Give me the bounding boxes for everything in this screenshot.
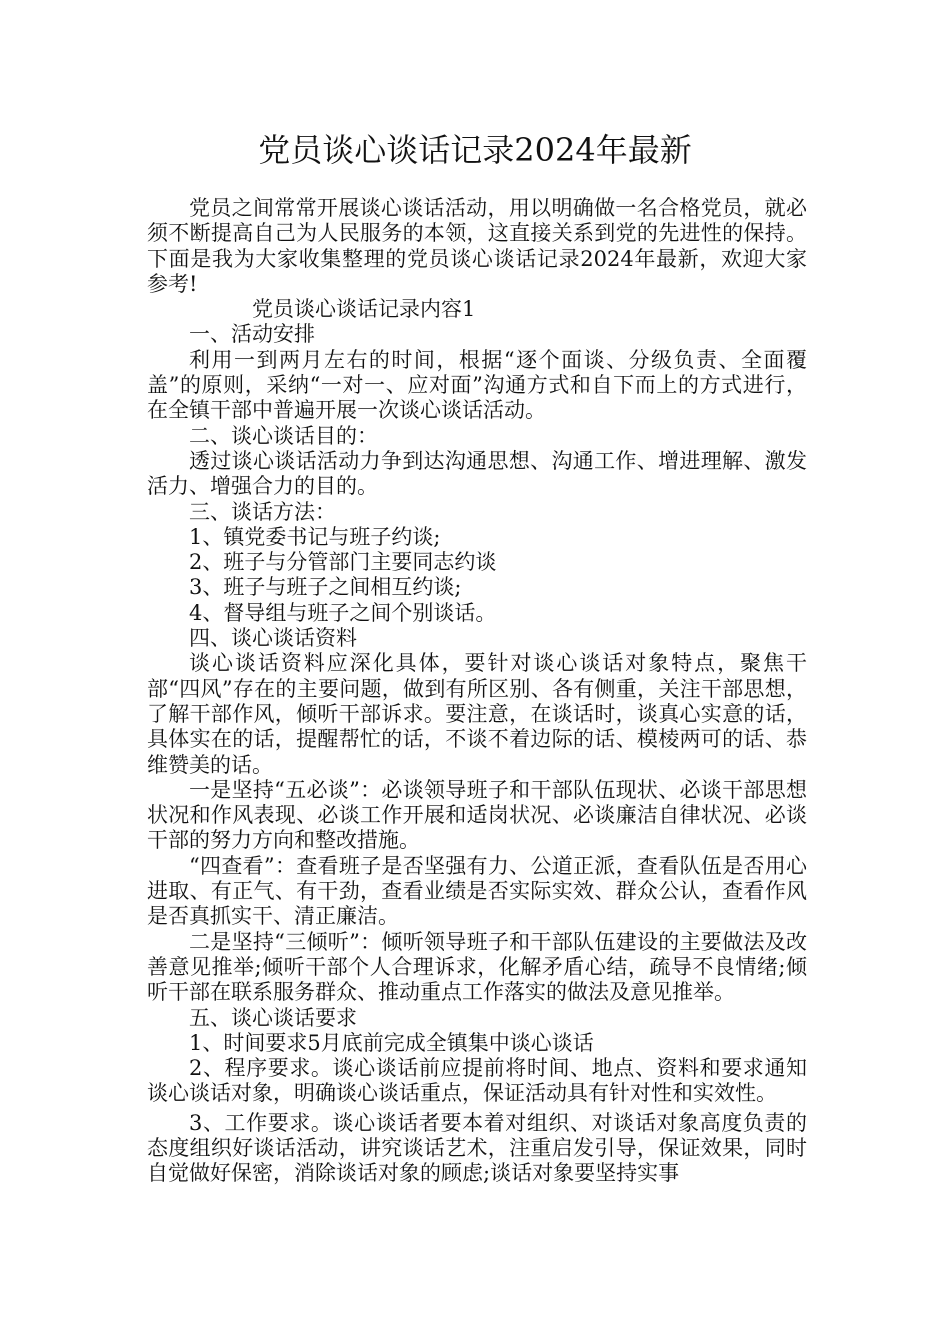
heading-activity-arrangement: 一、活动安排 [189, 322, 315, 347]
heading-purpose: 二、谈心谈话目的： [189, 423, 378, 448]
heading-requirements: 五、谈心谈话要求 [189, 1005, 357, 1030]
heading-method: 三、谈话方法： [189, 499, 336, 524]
paragraph-activity-arrangement: 利用一到两月左右的时间，根据“逐个面谈、分级负责、全面覆盖”的原则，采纳“一对一、应对面”沟通方式和自下而上的方式进行，在全镇干部中普遍开展一次谈心谈话活动。 [147, 347, 807, 423]
paragraph-three-listens: 二是坚持“三倾听”：倾听领导班子和干部队伍建设的主要做法及改善意见推举;倾听干部个人合理诉求，化解矛盾心结，疏导不良情绪;倾听干部在联系服务群众、推动重点工作落实的做法及意见推举。 [147, 929, 807, 1005]
section-subtitle: 党员谈心谈话记录内容1 [252, 297, 476, 322]
method-item-3: 3、班子与班子之间相互约谈; [189, 575, 462, 600]
paragraph-four-checks: “四查看”：查看班子是否坚强有力、公道正派，查看队伍是否用心进取、有正气、有干劲，查看业绩是否实际实效、群众公认，查看作风是否真抓实干、清正廉洁。 [147, 853, 807, 929]
paragraph-purpose: 透过谈心谈话活动力争到达沟通思想、沟通工作、增进理解、激发活力、增强合力的目的。 [147, 448, 807, 499]
method-item-1: 1、镇党委书记与班子约谈; [189, 524, 441, 549]
method-item-2: 2、班子与分管部门主要同志约谈 [189, 550, 497, 575]
requirement-work: 3、工作要求。谈心谈话者要本着对组织、对谈话对象高度负责的态度组织好谈话活动，讲究谈话艺术，注重启发引导，保证效果，同时自觉做好保密，消除谈话对象的顾虑;谈话对象要坚持实事 [147, 1110, 807, 1186]
paragraph-five-musts: 一是坚持“五必谈”：必谈领导班子和干部队伍现状、必谈干部思想状况和作风表现、必谈工作开展和适岗状况、必谈廉洁自律状况、必谈干部的努力方向和整改措施。 [147, 777, 807, 853]
method-item-4: 4、督导组与班子之间个别谈话。 [189, 600, 497, 625]
document-title: 党员谈心谈话记录2024年最新 [258, 131, 692, 169]
requirement-procedure: 2、程序要求。谈心谈话前应提前将时间、地点、资料和要求通知谈心谈话对象，明确谈心谈话重点，保证活动具有针对性和实效性。 [147, 1056, 807, 1106]
document-body [147, 196, 807, 1187]
requirement-time: 1、时间要求5月底前完成全镇集中谈心谈话 [189, 1030, 594, 1055]
paragraph-materials: 谈心谈话资料应深化具体，要针对谈心谈话对象特点，聚焦干部“四风”存在的主要问题，做到有所区别、各有侧重，关注干部思想，了解干部作风，倾听干部诉求。要注意，在谈话时，谈真心实意的话，具体实在的话，提醒帮忙的话，不谈不着边际的话、模棱两可的话、恭维赞美的话。 [147, 651, 807, 777]
intro-paragraph: 党员之间常常开展谈心谈话活动，用以明确做一名合格党员，就必须不断提高自己为人民服务的本领，这直接关系到党的先进性的保持。下面是我为大家收集整理的党员谈心谈话记录2024年最新，欢迎大家参考! [147, 196, 807, 296]
heading-materials: 四、谈心谈话资料 [189, 626, 357, 651]
